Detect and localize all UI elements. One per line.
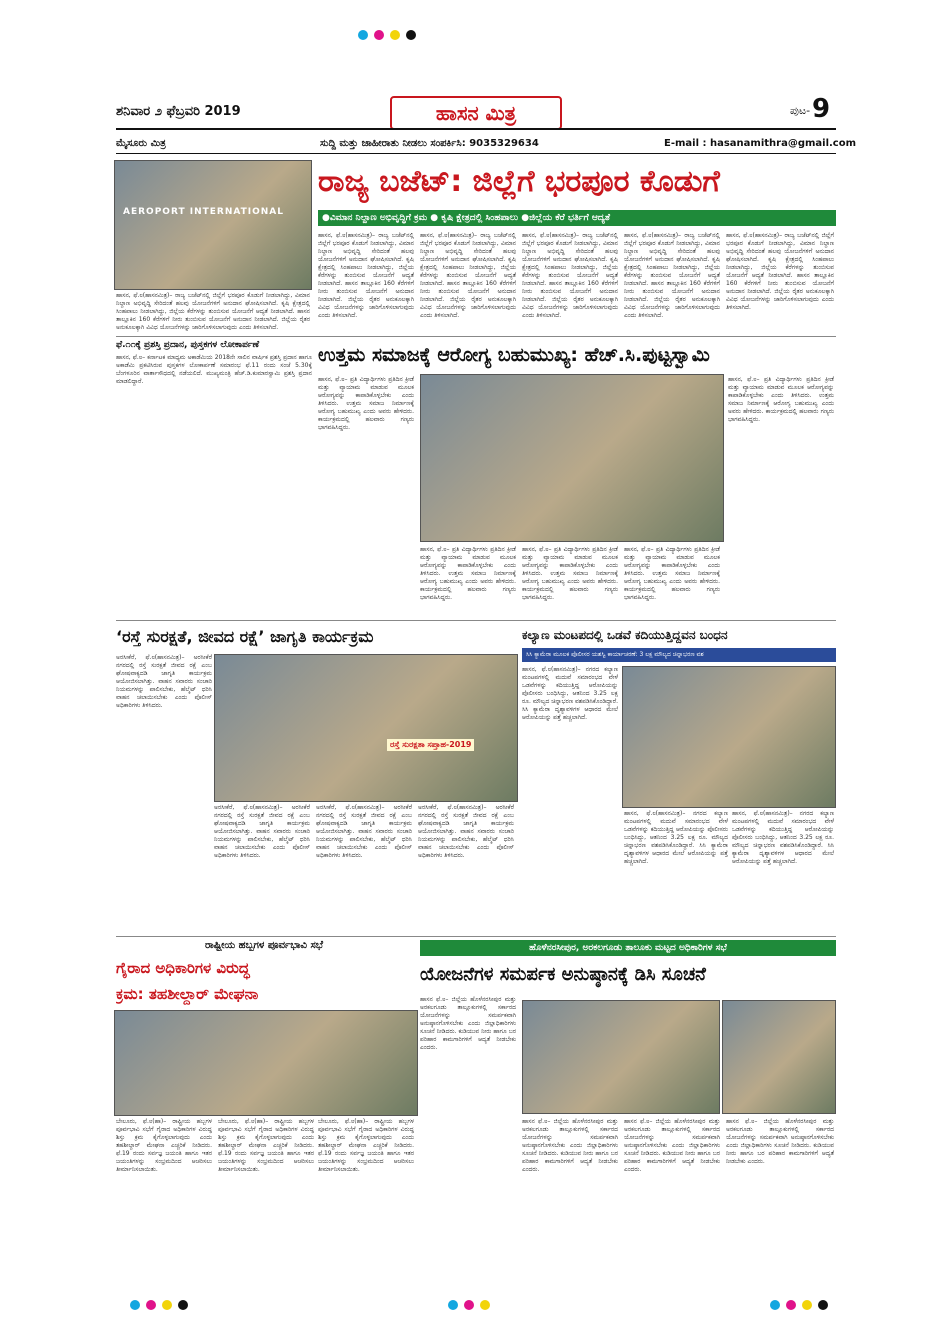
budget-highlights-bar	[318, 210, 836, 226]
road-safety-body-c2: ಅರಸೀಕೆರೆ, ಫೆ.೮(ಹಾಸನಮಿತ್ರ)– ಅರಸೀಕೆರೆ ನಗರದಲ್ಲಿ ರಸ್ತೆ ಸುರಕ್ಷತೆ ಜೀವದ ರಕ್ಷೆ ಎಂಬ ಘೋಷವಾಕ್ಯದಡಿ ಜಾಗೃತಿ ಕಾರ್ಯಕ್ರಮ ಆಯೋಜಿಸಲಾಗಿತ್ತು. ವಾಹನ ಸವಾರರು ಸಂಚಾರಿ ನಿಯಮಗಳನ್ನು ಪಾಲಿಸಬೇಕು, ಹೆಲ್ಮೆಟ್ ಧರಿಸಿ ವಾಹನ ಚಲಾಯಿಸಬೇಕು ಎಂದು ಪೊಲೀಸ್ ಅಧಿಕಾರಿಗಳು ತಿಳಿಸಿದರು.	[214, 804, 310, 859]
tahsildar-body-c1: ಬೇಲೂರು, ಫೆ.೮(ಹಾ)– ರಾಷ್ಟ್ರೀಯ ಹಬ್ಬಗಳ ಪೂರ್ವಭಾವಿ ಸಭೆಗೆ ಗೈರಾದ ಅಧಿಕಾರಿಗಳ ವಿರುದ್ಧ ಶಿಸ್ತು ಕ್ರಮ ಕೈಗೊಳ್ಳಲಾಗುವುದು ಎಂದು ತಹಶೀಲ್ದಾರ್ ಮೇಘನಾ ಎಚ್ಚರಿಕೆ ನೀಡಿದರು. ಫೆ.19 ರಂದು ಸರ್ವಜ್ಞ ಜಯಂತಿ ಹಾಗೂ ಇತರ ಜಯಂತಿಗಳನ್ನು ಸಂಭ್ರಮದಿಂದ ಆಚರಿಸಲು ತೀರ್ಮಾನಿಸಲಾಯಿತು.	[116, 1118, 212, 1173]
dc-meeting-photo-left	[522, 1000, 720, 1114]
tahsildar-body-c2: ಬೇಲೂರು, ಫೆ.೮(ಹಾ)– ರಾಷ್ಟ್ರೀಯ ಹಬ್ಬಗಳ ಪೂರ್ವಭಾವಿ ಸಭೆಗೆ ಗೈರಾದ ಅಧಿಕಾರಿಗಳ ವಿರುದ್ಧ ಶಿಸ್ತು ಕ್ರಮ ಕೈಗೊಳ್ಳಲಾಗುವುದು ಎಂದು ತಹಶೀಲ್ದಾರ್ ಮೇಘನಾ ಎಚ್ಚರಿಕೆ ನೀಡಿದರು. ಫೆ.19 ರಂದು ಸರ್ವಜ್ಞ ಜಯಂತಿ ಹಾಗೂ ಇತರ ಜಯಂತಿಗಳನ್ನು ಸಂಭ್ರಮದಿಂದ ಆಚರಿಸಲು ತೀರ್ಮಾನಿಸಲಾಯಿತು.	[218, 1118, 314, 1173]
registration-dot-cyan	[448, 1300, 458, 1310]
theft-banner-bar	[522, 648, 836, 662]
award-headline: ಫೆ.೧೧ಕ್ಕೆ ಪ್ರಶಸ್ತಿ ಪ್ರದಾನ, ಪುಸ್ತಕಗಳ ಲೋಕಾರ್ಪಣೆ	[116, 340, 260, 350]
dc-kicker-bar	[420, 940, 836, 956]
meeting-kicker: ರಾಷ್ಟ್ರೀಯ ಹಬ್ಬಗಳ ಪೂರ್ವಭಾವಿ ಸಭೆ	[204, 940, 324, 951]
registration-dot-cyan	[770, 1300, 780, 1310]
tahsildar-meeting-photo	[114, 1010, 418, 1116]
budget-body-col4: ಹಾಸನ, ಫೆ.೮(ಹಾಸನಮಿತ್ರ)– ರಾಜ್ಯ ಬಜೆಟ್‌ನಲ್ಲಿ ಜಿಲ್ಲೆಗೆ ಭರಪೂರ ಕೊಡುಗೆ ನೀಡಲಾಗಿದ್ದು, ವಿಮಾನ ನಿಲ್ದಾಣ ಅಭಿವೃದ್ಧಿ ಸೇರಿದಂತೆ ಹಲವು ಯೋಜನೆಗಳಿಗೆ ಅನುದಾನ ಘೋಷಿಸಲಾಗಿದೆ. ಕೃಷಿ ಕ್ಷೇತ್ರದಲ್ಲಿ ಸಿಂಹಪಾಲು ನೀಡಲಾಗಿದ್ದು, ಜಿಲ್ಲೆಯ ಕೆರೆಗಳನ್ನು ತುಂಬಿಸುವ ಯೋಜನೆಗೆ ಆದ್ಯತೆ ನೀಡಲಾಗಿದೆ. ಹಾಸನ ತಾಲ್ಲೂಕಿನ 160 ಕೆರೆಗಳಿಗೆ ನೀರು ತುಂಬಿಸುವ ಯೋಜನೆಗೆ ಅನುದಾನ ನೀಡಲಾಗಿದೆ. ಜಿಲ್ಲೆಯ ರೈತರ ಅನುಕೂಲಕ್ಕಾಗಿ ವಿವಿಧ ಯೋಜನೆಗಳನ್ನು ಜಾರಿಗೊಳಿಸಲಾಗುವುದು ಎಂದು ತಿಳಿಸಲಾಗಿದೆ.	[522, 232, 618, 319]
tahsildar-headline-line1: ಗೈರಾದ ಅಧಿಕಾರಿಗಳ ವಿರುದ್ಧ	[116, 959, 250, 977]
theft-body-c3: ಹಾಸನ, ಫೆ.೮(ಹಾಸನಮಿತ್ರ)– ನಗರದ ಕಲ್ಯಾಣ ಮಂಟಪಗಳಲ್ಲಿ ಮದುವೆ ಸಮಾರಂಭದ ವೇಳೆ ಒಡವೆಗಳನ್ನು ಕದಿಯುತ್ತಿದ್ದ ಆರೋಪಿಯನ್ನು ಪೊಲೀಸರು ಬಂಧಿಸಿದ್ದು, ಆತನಿಂದ 3.25 ಲಕ್ಷ ರೂ. ಮೌಲ್ಯದ ಚಿನ್ನಾಭರಣ ವಶಪಡಿಸಿಕೊಂಡಿದ್ದಾರೆ. ಸಿಸಿ ಕ್ಯಾಮೆರಾ ದೃಶ್ಯಾವಳಿಗಳ ಆಧಾರದ ಮೇಲೆ ಆರೋಪಿಯನ್ನು ಪತ್ತೆ ಹಚ್ಚಲಾಗಿದೆ.	[732, 810, 834, 865]
health-body-c3: ಹಾಸನ, ಫೆ.೮– ಪ್ರತಿ ವಿದ್ಯಾರ್ಥಿಗಳು ಪ್ರತಿದಿನ ಕ್ರೀಡೆ ಮತ್ತು ವ್ಯಾಯಾಮ ಮಾಡುವ ಮೂಲಕ ಆರೋಗ್ಯವನ್ನು ಕಾಪಾಡಿಕೊಳ್ಳಬೇಕು ಎಂದು ತಿಳಿಸಿದರು. ಉತ್ತಮ ಸಮಾಜ ನಿರ್ಮಾಣಕ್ಕೆ ಆರೋಗ್ಯ ಬಹುಮುಖ್ಯ ಎಂದು ಅವರು ಹೇಳಿದರು. ಕಾರ್ಯಕ್ರಮದಲ್ಲಿ ಹಲವಾರು ಗಣ್ಯರು ಭಾಗವಹಿಸಿದ್ದರು.	[522, 546, 618, 601]
dc-body-c1: ಹಾಸನ ಫೆ.೮– ಜಿಲ್ಲೆಯ ಹೊಳೆನರಸೀಪುರ ಮತ್ತು ಅರಕಲಗೂಡು ತಾಲ್ಲೂಕುಗಳಲ್ಲಿ ಸರ್ಕಾರದ ಯೋಜನೆಗಳನ್ನು ಸಮರ್ಪಕವಾಗಿ ಅನುಷ್ಠಾನಗೊಳಿಸಬೇಕು ಎಂದು ಜಿಲ್ಲಾಧಿಕಾರಿಗಳು ಸೂಚನೆ ನೀಡಿದರು. ಕುಡಿಯುವ ನೀರು ಹಾಗೂ ಬರ ಪರಿಹಾರ ಕಾಮಗಾರಿಗಳಿಗೆ ಆದ್ಯತೆ ನೀಡಬೇಕು ಎಂದರು.	[420, 996, 516, 1051]
road-safety-banner: ರಸ್ತೆ ಸುರಕ್ಷತಾ ಸಪ್ತಾಹ-2019	[387, 739, 474, 751]
registration-dot-cyan	[358, 30, 368, 40]
issue-date: ಶನಿವಾರ ೨ ಫೆಬ್ರವರಿ 2019	[116, 104, 241, 119]
budget-headline: ರಾಜ್ಯ ಬಜೆಟ್: ಜಿಲ್ಲೆಗೆ ಭರಪೂರ ಕೊಡುಗೆ	[318, 164, 720, 199]
health-event-photo	[420, 374, 724, 542]
award-body: ಹಾಸನ, ಫೆ.೮– ಕರ್ನಾಟಕ ಮಾಧ್ಯಮ ಅಕಾಡೆಮಿಯ 2018ನೇ ಸಾಲಿನ ವಾರ್ಷಿಕ ಪ್ರಶಸ್ತಿ ಪ್ರದಾನ ಹಾಗೂ ಅಕಾಡೆಮಿ ಪ್ರಕಟಿಸಿರುವ ಪುಸ್ತಕಗಳ ಲೋಕಾರ್ಪಣೆ ಸಮಾರಂಭ ಫೆ.11 ರಂದು ಸಂಜೆ 5.30ಕ್ಕೆ ಬೆಂಗಳೂರಿನ ವಾರ್ತಾಸೌಧದಲ್ಲಿ ನಡೆಯಲಿದೆ. ಮುಖ್ಯಮಂತ್ರಿ ಹೆಚ್.ಡಿ.ಕುಮಾರಸ್ವಾಮಿ ಪ್ರಶಸ್ತಿ ಪ್ರದಾನ ಮಾಡಲಿದ್ದಾರೆ.	[116, 354, 312, 385]
edition-tag: ಮೈಸೂರು ಮಿತ್ರ	[116, 138, 166, 149]
road-safety-body-col1: ಅರಸೀಕೆರೆ, ಫೆ.೮(ಹಾಸನಮಿತ್ರ)– ಅರಸೀಕೆರೆ ನಗರದಲ್ಲಿ ರಸ್ತೆ ಸುರಕ್ಷತೆ ಜೀವದ ರಕ್ಷೆ ಎಂಬ ಘೋಷವಾಕ್ಯದಡಿ ಜಾಗೃತಿ ಕಾರ್ಯಕ್ರಮ ಆಯೋಜಿಸಲಾಗಿತ್ತು. ವಾಹನ ಸವಾರರು ಸಂಚಾರಿ ನಿಯಮಗಳನ್ನು ಪಾಲಿಸಬೇಕು, ಹೆಲ್ಮೆಟ್ ಧರಿಸಿ ವಾಹನ ಚಲಾಯಿಸಬೇಕು ಎಂದು ಪೊಲೀಸ್ ಅಧಿಕಾರಿಗಳು ತಿಳಿಸಿದರು.	[116, 654, 212, 709]
road-safety-body-c3: ಅರಸೀಕೆರೆ, ಫೆ.೮(ಹಾಸನಮಿತ್ರ)– ಅರಸೀಕೆರೆ ನಗರದಲ್ಲಿ ರಸ್ತೆ ಸುರಕ್ಷತೆ ಜೀವದ ರಕ್ಷೆ ಎಂಬ ಘೋಷವಾಕ್ಯದಡಿ ಜಾಗೃತಿ ಕಾರ್ಯಕ್ರಮ ಆಯೋಜಿಸಲಾಗಿತ್ತು. ವಾಹನ ಸವಾರರು ಸಂಚಾರಿ ನಿಯಮಗಳನ್ನು ಪಾಲಿಸಬೇಕು, ಹೆಲ್ಮೆಟ್ ಧರಿಸಿ ವಾಹನ ಚಲಾಯಿಸಬೇಕು ಎಂದು ಪೊಲೀಸ್ ಅಧಿಕಾರಿಗಳು ತಿಳಿಸಿದರು.	[316, 804, 412, 859]
health-body-c2: ಹಾಸನ, ಫೆ.೮– ಪ್ರತಿ ವಿದ್ಯಾರ್ಥಿಗಳು ಪ್ರತಿದಿನ ಕ್ರೀಡೆ ಮತ್ತು ವ್ಯಾಯಾಮ ಮಾಡುವ ಮೂಲಕ ಆರೋಗ್ಯವನ್ನು ಕಾಪಾಡಿಕೊಳ್ಳಬೇಕು ಎಂದು ತಿಳಿಸಿದರು. ಉತ್ತಮ ಸಮಾಜ ನಿರ್ಮಾಣಕ್ಕೆ ಆರೋಗ್ಯ ಬಹುಮುಖ್ಯ ಎಂದು ಅವರು ಹೇಳಿದರು. ಕಾರ್ಯಕ್ರಮದಲ್ಲಿ ಹಲವಾರು ಗಣ್ಯರು ಭಾಗವಹಿಸಿದ್ದರು.	[420, 546, 516, 601]
dc-body-c3: ಹಾಸನ ಫೆ.೮– ಜಿಲ್ಲೆಯ ಹೊಳೆನರಸೀಪುರ ಮತ್ತು ಅರಕಲಗೂಡು ತಾಲ್ಲೂಕುಗಳಲ್ಲಿ ಸರ್ಕಾರದ ಯೋಜನೆಗಳನ್ನು ಸಮರ್ಪಕವಾಗಿ ಅನುಷ್ಠಾನಗೊಳಿಸಬೇಕು ಎಂದು ಜಿಲ್ಲಾಧಿಕಾರಿಗಳು ಸೂಚನೆ ನೀಡಿದರು. ಕುಡಿಯುವ ನೀರು ಹಾಗೂ ಬರ ಪರಿಹಾರ ಕಾಮಗಾರಿಗಳಿಗೆ ಆದ್ಯತೆ ನೀಡಬೇಕು ಎಂದರು.	[624, 1118, 720, 1173]
airport-photo	[114, 160, 312, 290]
section-rule	[116, 936, 836, 937]
registration-dot-magenta	[464, 1300, 474, 1310]
tahsildar-body-c3: ಬೇಲೂರು, ಫೆ.೮(ಹಾ)– ರಾಷ್ಟ್ರೀಯ ಹಬ್ಬಗಳ ಪೂರ್ವಭಾವಿ ಸಭೆಗೆ ಗೈರಾದ ಅಧಿಕಾರಿಗಳ ವಿರುದ್ಧ ಶಿಸ್ತು ಕ್ರಮ ಕೈಗೊಳ್ಳಲಾಗುವುದು ಎಂದು ತಹಶೀಲ್ದಾರ್ ಮೇಘನಾ ಎಚ್ಚರಿಕೆ ನೀಡಿದರು. ಫೆ.19 ರಂದು ಸರ್ವಜ್ಞ ಜಯಂತಿ ಹಾಗೂ ಇತರ ಜಯಂತಿಗಳನ್ನು ಸಂಭ್ರಮದಿಂದ ಆಚರಿಸಲು ತೀರ್ಮಾನಿಸಲಾಯಿತು.	[318, 1118, 414, 1173]
dc-body-c2: ಹಾಸನ ಫೆ.೮– ಜಿಲ್ಲೆಯ ಹೊಳೆನರಸೀಪುರ ಮತ್ತು ಅರಕಲಗೂಡು ತಾಲ್ಲೂಕುಗಳಲ್ಲಿ ಸರ್ಕಾರದ ಯೋಜನೆಗಳನ್ನು ಸಮರ್ಪಕವಾಗಿ ಅನುಷ್ಠಾನಗೊಳಿಸಬೇಕು ಎಂದು ಜಿಲ್ಲಾಧಿಕಾರಿಗಳು ಸೂಚನೆ ನೀಡಿದರು. ಕುಡಿಯುವ ನೀರು ಹಾಗೂ ಬರ ಪರಿಹಾರ ಕಾಮಗಾರಿಗಳಿಗೆ ಆದ್ಯತೆ ನೀಡಬೇಕು ಎಂದರು.	[522, 1118, 618, 1173]
road-safety-headline: ‘ರಸ್ತೆ ಸುರಕ್ಷತೆ, ಜೀವದ ರಕ್ಷೆ’ ಜಾಗೃತಿ ಕಾರ್ಯಕ್ರಮ	[116, 627, 374, 646]
theft-body-col1: ಹಾಸನ, ಫೆ.೮(ಹಾಸನಮಿತ್ರ)– ನಗರದ ಕಲ್ಯಾಣ ಮಂಟಪಗಳಲ್ಲಿ ಮದುವೆ ಸಮಾರಂಭದ ವೇಳೆ ಒಡವೆಗಳನ್ನು ಕದಿಯುತ್ತಿದ್ದ ಆರೋಪಿಯನ್ನು ಪೊಲೀಸರು ಬಂಧಿಸಿದ್ದು, ಆತನಿಂದ 3.25 ಲಕ್ಷ ರೂ. ಮೌಲ್ಯದ ಚಿನ್ನಾಭರಣ ವಶಪಡಿಸಿಕೊಂಡಿದ್ದಾರೆ. ಸಿಸಿ ಕ್ಯಾಮೆರಾ ದೃಶ್ಯಾವಳಿಗಳ ಆಧಾರದ ಮೇಲೆ ಆರೋಪಿಯನ್ನು ಪತ್ತೆ ಹಚ್ಚಲಾಗಿದೆ.	[522, 666, 618, 721]
page-label: ಪುಟ-	[790, 104, 811, 117]
theft-body-c2: ಹಾಸನ, ಫೆ.೮(ಹಾಸನಮಿತ್ರ)– ನಗರದ ಕಲ್ಯಾಣ ಮಂಟಪಗಳಲ್ಲಿ ಮದುವೆ ಸಮಾರಂಭದ ವೇಳೆ ಒಡವೆಗಳನ್ನು ಕದಿಯುತ್ತಿದ್ದ ಆರೋಪಿಯನ್ನು ಪೊಲೀಸರು ಬಂಧಿಸಿದ್ದು, ಆತನಿಂದ 3.25 ಲಕ್ಷ ರೂ. ಮೌಲ್ಯದ ಚಿನ್ನಾಭರಣ ವಶಪಡಿಸಿಕೊಂಡಿದ್ದಾರೆ. ಸಿಸಿ ಕ್ಯಾಮೆರಾ ದೃಶ್ಯಾವಳಿಗಳ ಆಧಾರದ ಮೇಲೆ ಆರೋಪಿಯನ್ನು ಪತ್ತೆ ಹಚ್ಚಲಾಗಿದೆ.	[624, 810, 728, 865]
registration-dot-magenta	[786, 1300, 796, 1310]
budget-body-col2: ಹಾಸನ, ಫೆ.೮(ಹಾಸನಮಿತ್ರ)– ರಾಜ್ಯ ಬಜೆಟ್‌ನಲ್ಲಿ ಜಿಲ್ಲೆಗೆ ಭರಪೂರ ಕೊಡುಗೆ ನೀಡಲಾಗಿದ್ದು, ವಿಮಾನ ನಿಲ್ದಾಣ ಅಭಿವೃದ್ಧಿ ಸೇರಿದಂತೆ ಹಲವು ಯೋಜನೆಗಳಿಗೆ ಅನುದಾನ ಘೋಷಿಸಲಾಗಿದೆ. ಕೃಷಿ ಕ್ಷೇತ್ರದಲ್ಲಿ ಸಿಂಹಪಾಲು ನೀಡಲಾಗಿದ್ದು, ಜಿಲ್ಲೆಯ ಕೆರೆಗಳನ್ನು ತುಂಬಿಸುವ ಯೋಜನೆಗೆ ಆದ್ಯತೆ ನೀಡಲಾಗಿದೆ. ಹಾಸನ ತಾಲ್ಲೂಕಿನ 160 ಕೆರೆಗಳಿಗೆ ನೀರು ತುಂಬಿಸುವ ಯೋಜನೆಗೆ ಅನುದಾನ ನೀಡಲಾಗಿದೆ. ಜಿಲ್ಲೆಯ ರೈತರ ಅನುಕೂಲಕ್ಕಾಗಿ ವಿವಿಧ ಯೋಜನೆಗಳನ್ನು ಜಾರಿಗೊಳಿಸಲಾಗುವುದು ಎಂದು ತಿಳಿಸಲಾಗಿದೆ.	[318, 232, 414, 319]
contact-line: ಸುದ್ದಿ ಮತ್ತು ಜಾಹೀರಾತು ನೀಡಲು ಸಂಪರ್ಕಿಸಿ: 9035329634	[320, 138, 539, 149]
health-headline: ಉತ್ತಮ ಸಮಾಜಕ್ಕೆ ಆರೋಗ್ಯ ಬಹುಮುಖ್ಯ: ಹೆಚ್.ಸಿ.ಪುಟ್ಟಸ್ವಾಮಿ	[318, 344, 710, 366]
theft-headline: ಕಲ್ಯಾಣ ಮಂಟಪದಲ್ಲಿ ಒಡವೆ ಕದಿಯುತ್ತಿದ್ದವನ ಬಂಧನ	[522, 628, 728, 642]
budget-body-col5: ಹಾಸನ, ಫೆ.೮(ಹಾಸನಮಿತ್ರ)– ರಾಜ್ಯ ಬಜೆಟ್‌ನಲ್ಲಿ ಜಿಲ್ಲೆಗೆ ಭರಪೂರ ಕೊಡುಗೆ ನೀಡಲಾಗಿದ್ದು, ವಿಮಾನ ನಿಲ್ದಾಣ ಅಭಿವೃದ್ಧಿ ಸೇರಿದಂತೆ ಹಲವು ಯೋಜನೆಗಳಿಗೆ ಅನುದಾನ ಘೋಷಿಸಲಾಗಿದೆ. ಕೃಷಿ ಕ್ಷೇತ್ರದಲ್ಲಿ ಸಿಂಹಪಾಲು ನೀಡಲಾಗಿದ್ದು, ಜಿಲ್ಲೆಯ ಕೆರೆಗಳನ್ನು ತುಂಬಿಸುವ ಯೋಜನೆಗೆ ಆದ್ಯತೆ ನೀಡಲಾಗಿದೆ. ಹಾಸನ ತಾಲ್ಲೂಕಿನ 160 ಕೆರೆಗಳಿಗೆ ನೀರು ತುಂಬಿಸುವ ಯೋಜನೆಗೆ ಅನುದಾನ ನೀಡಲಾಗಿದೆ. ಜಿಲ್ಲೆಯ ರೈತರ ಅನುಕೂಲಕ್ಕಾಗಿ ವಿವಿಧ ಯೋಜನೆಗಳನ್ನು ಜಾರಿಗೊಳಿಸಲಾಗುವುದು ಎಂದು ತಿಳಿಸಲಾಗಿದೆ.	[624, 232, 720, 319]
budget-body-col3: ಹಾಸನ, ಫೆ.೮(ಹಾಸನಮಿತ್ರ)– ರಾಜ್ಯ ಬಜೆಟ್‌ನಲ್ಲಿ ಜಿಲ್ಲೆಗೆ ಭರಪೂರ ಕೊಡುಗೆ ನೀಡಲಾಗಿದ್ದು, ವಿಮಾನ ನಿಲ್ದಾಣ ಅಭಿವೃದ್ಧಿ ಸೇರಿದಂತೆ ಹಲವು ಯೋಜನೆಗಳಿಗೆ ಅನುದಾನ ಘೋಷಿಸಲಾಗಿದೆ. ಕೃಷಿ ಕ್ಷೇತ್ರದಲ್ಲಿ ಸಿಂಹಪಾಲು ನೀಡಲಾಗಿದ್ದು, ಜಿಲ್ಲೆಯ ಕೆರೆಗಳನ್ನು ತುಂಬಿಸುವ ಯೋಜನೆಗೆ ಆದ್ಯತೆ ನೀಡಲಾಗಿದೆ. ಹಾಸನ ತಾಲ್ಲೂಕಿನ 160 ಕೆರೆಗಳಿಗೆ ನೀರು ತುಂಬಿಸುವ ಯೋಜನೆಗೆ ಅನುದಾನ ನೀಡಲಾಗಿದೆ. ಜಿಲ್ಲೆಯ ರೈತರ ಅನುಕೂಲಕ್ಕಾಗಿ ವಿವಿಧ ಯೋಜನೆಗಳನ್ನು ಜಾರಿಗೊಳಿಸಲಾಗುವುದು ಎಂದು ತಿಳಿಸಲಾಗಿದೆ.	[420, 232, 516, 319]
registration-dot-yellow	[162, 1300, 172, 1310]
theft-banner: ಸಿಸಿ ಕ್ಯಾಮೆರಾ ಮೂಲಕ ಪೊಲೀಸರ ಯಶಸ್ವಿ ಕಾರ್ಯಾಚರಣೆ: 3 ಲಕ್ಷ ಮೌಲ್ಯದ ಚಿನ್ನಾಭರಣ ವಶ	[526, 651, 704, 658]
budget-highlights: ●ವಿಮಾನ ನಿಲ್ದಾಣ ಅಭಿವೃದ್ಧಿಗೆ ಕ್ರಮ ● ಕೃಷಿ ಕ್ಷೇತ್ರದಲ್ಲಿ ಸಿಂಹಪಾಲು ●ಜಿಲ್ಲೆಯ ಕೆರೆ ಭರ್ತಿಗೆ ಆದ್ಯತೆ	[322, 213, 610, 223]
budget-body-col1: ಹಾಸನ, ಫೆ.೮(ಹಾಸನಮಿತ್ರ)– ರಾಜ್ಯ ಬಜೆಟ್‌ನಲ್ಲಿ ಜಿಲ್ಲೆಗೆ ಭರಪೂರ ಕೊಡುಗೆ ನೀಡಲಾಗಿದ್ದು, ವಿಮಾನ ನಿಲ್ದಾಣ ಅಭಿವೃದ್ಧಿ ಸೇರಿದಂತೆ ಹಲವು ಯೋಜನೆಗಳಿಗೆ ಅನುದಾನ ಘೋಷಿಸಲಾಗಿದೆ. ಕೃಷಿ ಕ್ಷೇತ್ರದಲ್ಲಿ ಸಿಂಹಪಾಲು ನೀಡಲಾಗಿದ್ದು, ಜಿಲ್ಲೆಯ ಕೆರೆಗಳನ್ನು ತುಂಬಿಸುವ ಯೋಜನೆಗೆ ಆದ್ಯತೆ ನೀಡಲಾಗಿದೆ. ಹಾಸನ ತಾಲ್ಲೂಕಿನ 160 ಕೆರೆಗಳಿಗೆ ನೀರು ತುಂಬಿಸುವ ಯೋಜನೆಗೆ ಅನುದಾನ ನೀಡಲಾಗಿದೆ. ಜಿಲ್ಲೆಯ ರೈತರ ಅನುಕೂಲಕ್ಕಾಗಿ ವಿವಿಧ ಯೋಜನೆಗಳನ್ನು ಜಾರಿಗೊಳಿಸಲಾಗುವುದು ಎಂದು ತಿಳಿಸಲಾಗಿದೆ.	[116, 292, 310, 331]
dc-kicker: ಹೊಳೆನರಸೀಪುರ, ಅರಕಲಗೂಡು ತಾಲೂಕು ಮಟ್ಟದ ಅಧಿಕಾರಿಗಳ ಸಭೆ	[529, 943, 727, 953]
budget-body-col6: ಹಾಸನ, ಫೆ.೮(ಹಾಸನಮಿತ್ರ)– ರಾಜ್ಯ ಬಜೆಟ್‌ನಲ್ಲಿ ಜಿಲ್ಲೆಗೆ ಭರಪೂರ ಕೊಡುಗೆ ನೀಡಲಾಗಿದ್ದು, ವಿಮಾನ ನಿಲ್ದಾಣ ಅಭಿವೃದ್ಧಿ ಸೇರಿದಂತೆ ಹಲವು ಯೋಜನೆಗಳಿಗೆ ಅನುದಾನ ಘೋಷಿಸಲಾಗಿದೆ. ಕೃಷಿ ಕ್ಷೇತ್ರದಲ್ಲಿ ಸಿಂಹಪಾಲು ನೀಡಲಾಗಿದ್ದು, ಜಿಲ್ಲೆಯ ಕೆರೆಗಳನ್ನು ತುಂಬಿಸುವ ಯೋಜನೆಗೆ ಆದ್ಯತೆ ನೀಡಲಾಗಿದೆ. ಹಾಸನ ತಾಲ್ಲೂಕಿನ 160 ಕೆರೆಗಳಿಗೆ ನೀರು ತುಂಬಿಸುವ ಯೋಜನೆಗೆ ಅನುದಾನ ನೀಡಲಾಗಿದೆ. ಜಿಲ್ಲೆಯ ರೈತರ ಅನುಕೂಲಕ್ಕಾಗಿ ವಿವಿಧ ಯೋಜನೆಗಳನ್ನು ಜಾರಿಗೊಳಿಸಲಾಗುವುದು ಎಂದು ತಿಳಿಸಲಾಗಿದೆ.	[726, 232, 834, 311]
registration-dot-magenta	[146, 1300, 156, 1310]
tahsildar-headline-line2: ಕ್ರಮ: ತಹಶೀಲ್ದಾರ್ ಮೇಘನಾ	[116, 985, 259, 1003]
registration-dot-yellow	[802, 1300, 812, 1310]
registration-dot-yellow	[480, 1300, 490, 1310]
registration-dot-black	[818, 1300, 828, 1310]
newspaper-logo: ಹಾಸನ ಮಿತ್ರ	[390, 96, 562, 130]
theft-photo	[622, 666, 836, 808]
road-safety-body-c4: ಅರಸೀಕೆರೆ, ಫೆ.೮(ಹಾಸನಮಿತ್ರ)– ಅರಸೀಕೆರೆ ನಗರದಲ್ಲಿ ರಸ್ತೆ ಸುರಕ್ಷತೆ ಜೀವದ ರಕ್ಷೆ ಎಂಬ ಘೋಷವಾಕ್ಯದಡಿ ಜಾಗೃತಿ ಕಾರ್ಯಕ್ರಮ ಆಯೋಜಿಸಲಾಗಿತ್ತು. ವಾಹನ ಸವಾರರು ಸಂಚಾರಿ ನಿಯಮಗಳನ್ನು ಪಾಲಿಸಬೇಕು, ಹೆಲ್ಮೆಟ್ ಧರಿಸಿ ವಾಹನ ಚಲಾಯಿಸಬೇಕು ಎಂದು ಪೊಲೀಸ್ ಅಧಿಕಾರಿಗಳು ತಿಳಿಸಿದರು.	[418, 804, 514, 859]
health-body-right: ಹಾಸನ, ಫೆ.೮– ಪ್ರತಿ ವಿದ್ಯಾರ್ಥಿಗಳು ಪ್ರತಿದಿನ ಕ್ರೀಡೆ ಮತ್ತು ವ್ಯಾಯಾಮ ಮಾಡುವ ಮೂಲಕ ಆರೋಗ್ಯವನ್ನು ಕಾಪಾಡಿಕೊಳ್ಳಬೇಕು ಎಂದು ತಿಳಿಸಿದರು. ಉತ್ತಮ ಸಮಾಜ ನಿರ್ಮಾಣಕ್ಕೆ ಆರೋಗ್ಯ ಬಹುಮುಖ್ಯ ಎಂದು ಅವರು ಹೇಳಿದರು. ಕಾರ್ಯಕ್ರಮದಲ್ಲಿ ಹಲವಾರು ಗಣ್ಯರು ಭಾಗವಹಿಸಿದ್ದರು.	[728, 376, 834, 423]
registration-dot-cyan	[130, 1300, 140, 1310]
page-number: 9	[812, 94, 831, 124]
dc-headline: ಯೋಜನೆಗಳ ಸಮರ್ಪಕ ಅನುಷ್ಠಾನಕ್ಕೆ ಡಿಸಿ ಸೂಚನೆ	[420, 964, 706, 985]
health-body-left: ಹಾಸನ, ಫೆ.೮– ಪ್ರತಿ ವಿದ್ಯಾರ್ಥಿಗಳು ಪ್ರತಿದಿನ ಕ್ರೀಡೆ ಮತ್ತು ವ್ಯಾಯಾಮ ಮಾಡುವ ಮೂಲಕ ಆರೋಗ್ಯವನ್ನು ಕಾಪಾಡಿಕೊಳ್ಳಬೇಕು ಎಂದು ತಿಳಿಸಿದರು. ಉತ್ತಮ ಸಮಾಜ ನಿರ್ಮಾಣಕ್ಕೆ ಆರೋಗ್ಯ ಬಹುಮುಖ್ಯ ಎಂದು ಅವರು ಹೇಳಿದರು. ಕಾರ್ಯಕ್ರಮದಲ್ಲಿ ಹಲವಾರು ಗಣ್ಯರು ಭಾಗವಹಿಸಿದ್ದರು.	[318, 376, 414, 431]
section-rule	[116, 620, 836, 621]
road-safety-photo	[214, 654, 518, 802]
email-line: E-mail : hasanamithra@gmail.com	[664, 138, 857, 149]
registration-dot-black	[178, 1300, 188, 1310]
dc-meeting-photo-right	[722, 1000, 836, 1114]
section-rule	[116, 336, 836, 337]
registration-dot-black	[406, 30, 416, 40]
header-rule	[116, 128, 836, 130]
registration-dot-yellow	[390, 30, 400, 40]
health-body-c4: ಹಾಸನ, ಫೆ.೮– ಪ್ರತಿ ವಿದ್ಯಾರ್ಥಿಗಳು ಪ್ರತಿದಿನ ಕ್ರೀಡೆ ಮತ್ತು ವ್ಯಾಯಾಮ ಮಾಡುವ ಮೂಲಕ ಆರೋಗ್ಯವನ್ನು ಕಾಪಾಡಿಕೊಳ್ಳಬೇಕು ಎಂದು ತಿಳಿಸಿದರು. ಉತ್ತಮ ಸಮಾಜ ನಿರ್ಮಾಣಕ್ಕೆ ಆರೋಗ್ಯ ಬಹುಮುಖ್ಯ ಎಂದು ಅವರು ಹೇಳಿದರು. ಕಾರ್ಯಕ್ರಮದಲ್ಲಿ ಹಲವಾರು ಗಣ್ಯರು ಭಾಗವಹಿಸಿದ್ದರು.	[624, 546, 720, 601]
registration-dot-magenta	[374, 30, 384, 40]
subheader-rule	[116, 153, 836, 154]
airport-sign-text: AEROPORT INTERNATIONAL	[123, 207, 285, 217]
dc-body-c4: ಹಾಸನ ಫೆ.೮– ಜಿಲ್ಲೆಯ ಹೊಳೆನರಸೀಪುರ ಮತ್ತು ಅರಕಲಗೂಡು ತಾಲ್ಲೂಕುಗಳಲ್ಲಿ ಸರ್ಕಾರದ ಯೋಜನೆಗಳನ್ನು ಸಮರ್ಪಕವಾಗಿ ಅನುಷ್ಠಾನಗೊಳಿಸಬೇಕು ಎಂದು ಜಿಲ್ಲಾಧಿಕಾರಿಗಳು ಸೂಚನೆ ನೀಡಿದರು. ಕುಡಿಯುವ ನೀರು ಹಾಗೂ ಬರ ಪರಿಹಾರ ಕಾಮಗಾರಿಗಳಿಗೆ ಆದ್ಯತೆ ನೀಡಬೇಕು ಎಂದರು.	[726, 1118, 834, 1165]
